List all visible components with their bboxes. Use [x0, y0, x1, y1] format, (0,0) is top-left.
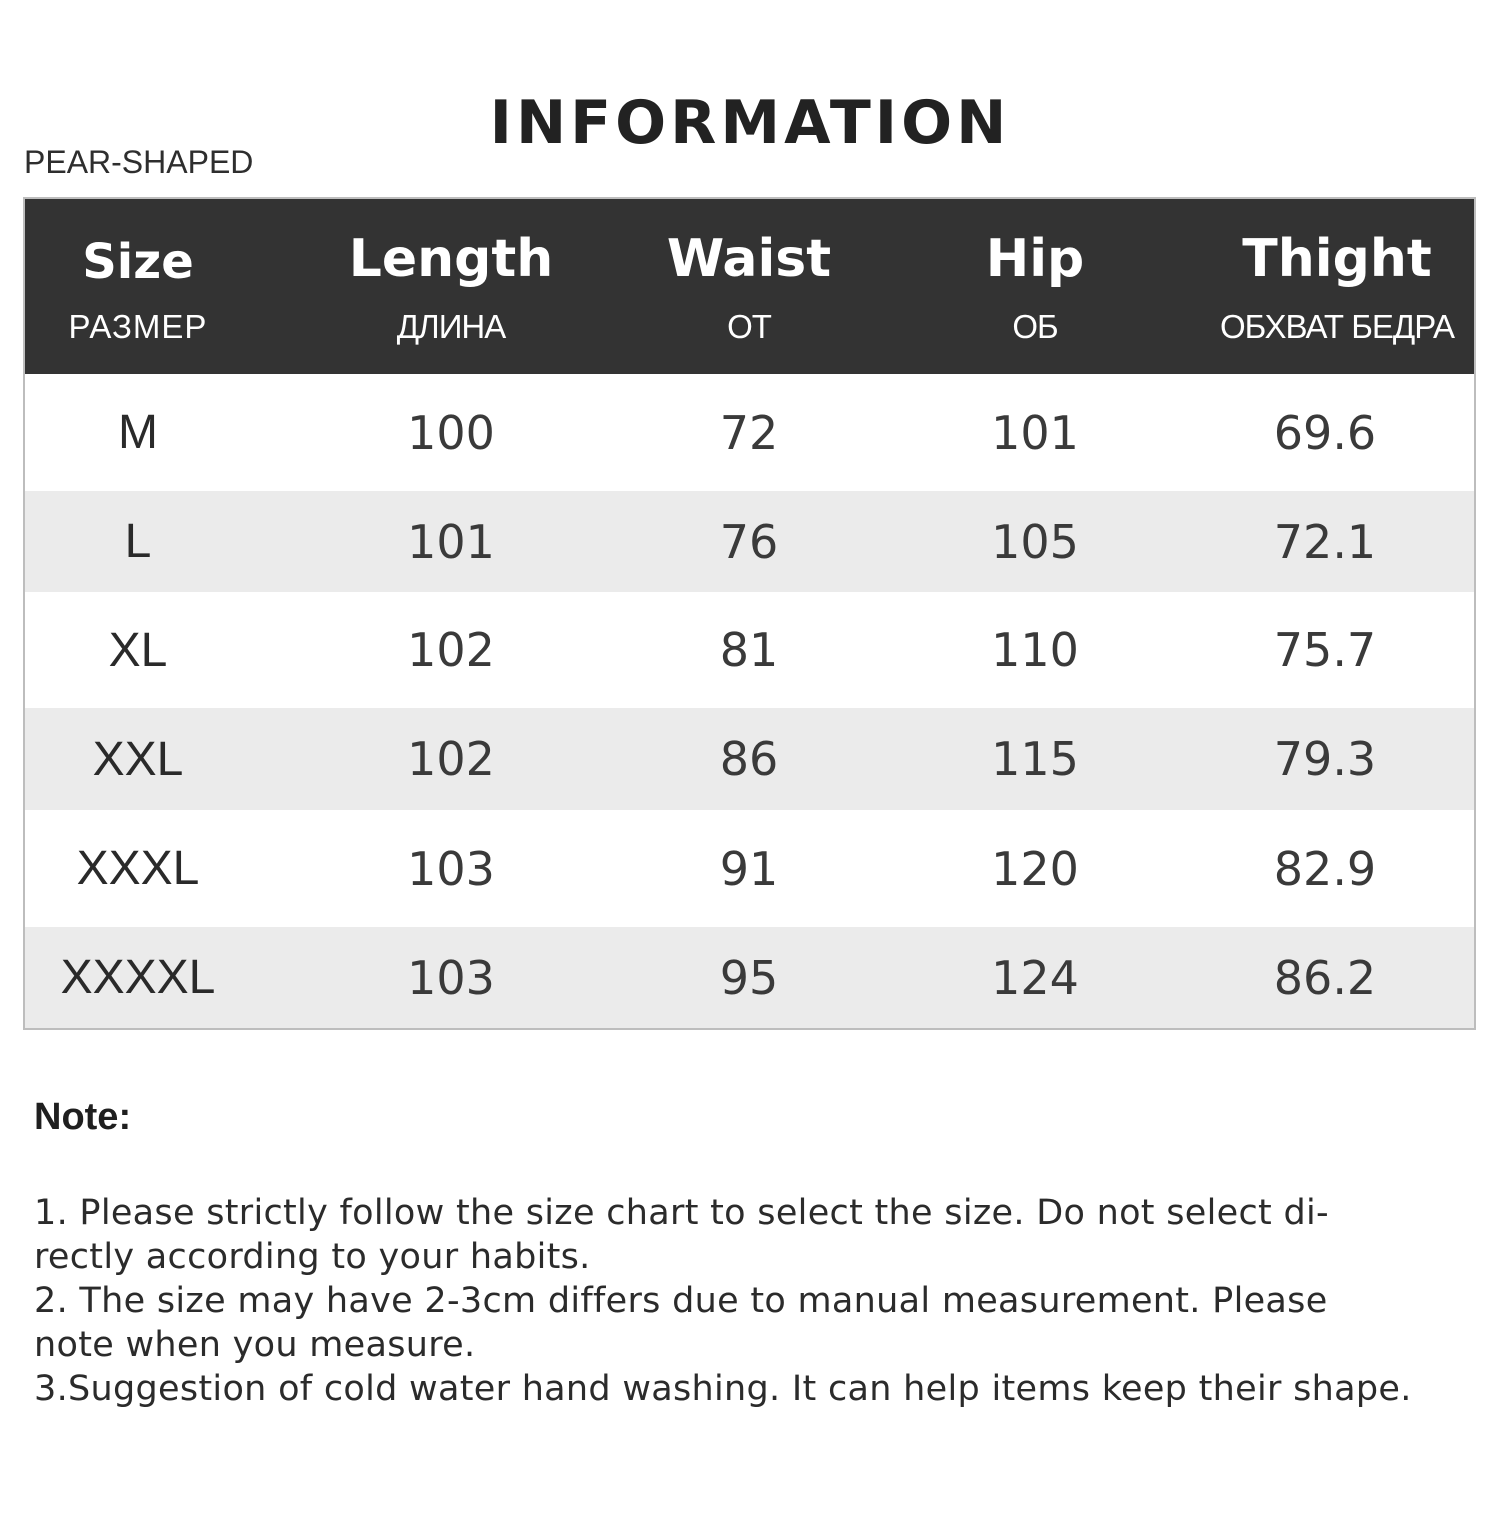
size-cell: XXXL: [76, 842, 200, 895]
thigh-cell: 69.6: [1273, 405, 1377, 460]
note-item: 3.Suggestion of cold water hand washing. It can help items keep their shape.: [34, 1369, 1412, 1409]
table-row: [25, 927, 1474, 1028]
header-waist-label-ru: ОТ: [727, 308, 771, 345]
size-cell: XL: [108, 623, 168, 677]
header-waist-label: Waist: [666, 229, 832, 289]
length-cell: 103: [407, 950, 495, 1005]
size-chart-table: [23, 197, 1476, 1030]
note-item: 1. Please strictly follow the size chart to select the size. Do not select di-rectly according to your habits.: [34, 1193, 1329, 1277]
hip-cell: 124: [991, 950, 1079, 1005]
header-thigh: [1205, 199, 1469, 374]
header-size: [25, 199, 251, 374]
thigh-cell: 75.7: [1273, 623, 1377, 677]
size-cell: M: [118, 406, 158, 459]
length-cell: 102: [407, 732, 495, 786]
header-waist: [599, 199, 899, 374]
hip-cell: 101: [991, 405, 1079, 460]
waist-cell: 95: [719, 950, 779, 1005]
thigh-cell: 79.3: [1273, 732, 1377, 786]
thigh-cell: 86.2: [1273, 950, 1377, 1005]
hip-cell: 115: [991, 732, 1079, 786]
table-header-row: [25, 199, 1474, 374]
header-hip-label: Hip: [985, 229, 1085, 289]
length-cell: 101: [407, 514, 495, 569]
header-length-label-ru: ДЛИНА: [396, 308, 506, 345]
table-row: [25, 592, 1474, 708]
length-cell: 102: [407, 623, 495, 677]
page-title: INFORMATION: [489, 88, 1011, 158]
header-thigh-label-ru: ОБХВАТ БЕДРА: [1219, 308, 1455, 345]
notes-heading: Note:: [34, 1096, 132, 1138]
thigh-cell: 72.1: [1273, 514, 1377, 569]
header-size-label: Size: [82, 234, 194, 290]
length-cell: 103: [407, 841, 495, 896]
waist-cell: 72: [719, 405, 779, 460]
waist-cell: 86: [719, 732, 779, 786]
header-size-label-ru: РАЗМЕР: [68, 308, 208, 345]
header-thigh-label: Thight: [1242, 229, 1432, 289]
length-cell: 100: [407, 405, 495, 460]
notes-section: [34, 1095, 1474, 1411]
size-cell: XXXXL: [60, 951, 216, 1004]
hip-cell: 110: [991, 623, 1079, 677]
table-row: [25, 374, 1474, 491]
hip-cell: 120: [991, 841, 1079, 896]
table-row: [25, 491, 1474, 592]
waist-cell: 76: [719, 514, 779, 569]
header-hip: [885, 199, 1185, 374]
waist-cell: 91: [719, 841, 779, 896]
size-cell: L: [124, 515, 152, 568]
note-item: 2. The size may have 2-3cm differs due to manual measurement. Please note when you measure.: [34, 1281, 1328, 1365]
chart-subtitle: PEAR-SHAPED: [24, 144, 254, 180]
header-length-label: Length: [348, 229, 554, 289]
header-hip-label-ru: ОБ: [1012, 308, 1058, 345]
hip-cell: 105: [991, 514, 1079, 569]
size-cell: XXL: [92, 732, 184, 786]
header-length: [301, 199, 601, 374]
thigh-cell: 82.9: [1273, 841, 1377, 896]
table-row: [25, 810, 1474, 927]
table-row: [25, 708, 1474, 810]
waist-cell: 81: [719, 623, 779, 677]
